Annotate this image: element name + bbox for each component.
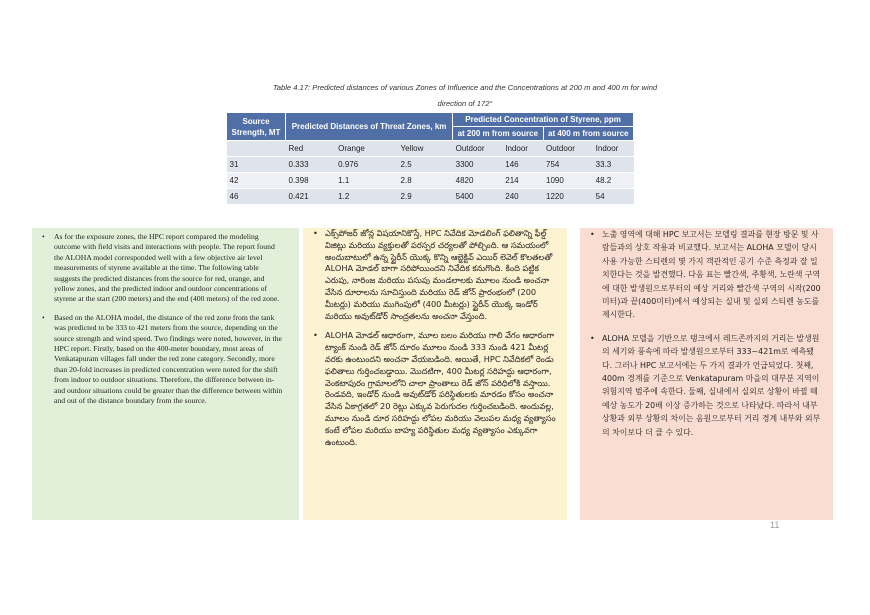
- list-item: [590, 228, 823, 322]
- korean-paragraph-1: 노출 영역에 대해 HPC 보고서는 모델링 결과를 현장 방문 및 사람들과의 상호 작용과 비교했다. 보고서는 ALOHA 모델이 당시 사용 가능한 스티렌의 몇 가지 객관적인 공기 수준 측정과 잘 일치한다는 것을 발견했다. 다음 표는 빨간색, 주황색, 노란색 구역에 대한 발생원으로부터의 예상 거리와 빨간색 구역의 시작(200미터)과 끝(400미터)에서 예상되는 실내 및 실외 스티렌 농도를 제시한다.: [602, 230, 821, 320]
- bullet-icon: •: [313, 330, 318, 341]
- table-cell: 754: [543, 157, 593, 173]
- subheader-cell: Outdoor: [543, 141, 593, 157]
- subheader-row: [227, 141, 634, 157]
- header-at-400m: at 400 m from source: [543, 127, 633, 141]
- table-cell: 240: [502, 189, 543, 205]
- caption-line-2: direction of 172°: [437, 99, 493, 108]
- table-cell: 214: [502, 173, 543, 189]
- subheader-cell: Orange: [335, 141, 397, 157]
- table-row: [227, 189, 634, 205]
- list-item: [313, 228, 559, 322]
- caption-line-1: Table 4.17: Predicted distances of various Zones of Influence and the Concentrations at 200 m and 400 m for wind: [272, 83, 658, 92]
- table-row: [227, 173, 634, 189]
- bullet-icon: •: [42, 312, 45, 322]
- subheader-cell: Indoor: [593, 141, 634, 157]
- table-cell: 5400: [453, 189, 503, 205]
- header-threat-zones: Predicted Distances of Threat Zones, km: [286, 113, 453, 141]
- english-bullet-list: [40, 232, 285, 407]
- subheader-cell: Outdoor: [453, 141, 503, 157]
- table-cell: 1220: [543, 189, 593, 205]
- table-cell: 42: [227, 173, 286, 189]
- korean-text-panel: [580, 228, 833, 520]
- subheader-cell: [227, 141, 286, 157]
- list-item: [42, 232, 285, 305]
- bullet-icon: •: [590, 230, 595, 239]
- table-cell: 33.3: [593, 157, 634, 173]
- table-cell: 1.1: [335, 173, 397, 189]
- table-cell: 1.2: [335, 189, 397, 205]
- table-cell: 4820: [453, 173, 503, 189]
- table-cell: 2.5: [398, 157, 453, 173]
- header-at-200m: at 200 m from source: [453, 127, 543, 141]
- subheader-cell: Red: [286, 141, 336, 157]
- bullet-icon: •: [42, 232, 45, 241]
- korean-paragraph-2: ALOHA 모델을 기반으로 탱크에서 레드존까지의 거리는 발생원의 세기와 풍속에 따라 발생원으로부터 333~421m로 예측됐다. 그러나 HPC 보고서에는 두 가지 결과가 언급되었다. 첫째, 400m 경계를 기준으로 Venkatapuram 마을의 대부분 지역이 위험지역 범주에 속한다. 둘째, 실내에서 실외로 상황이 바뀔 때 예상 농도가 20배 이상 증가하는 것으로 나타났다. 따라서 내부 상황과 외부 상황의 차이는 음원으로부터 거리 경계 내부와 외부의 차이보다 더 클 수 있다.: [602, 333, 821, 437]
- table-cell: 2.9: [398, 189, 453, 205]
- table-cell: 0.976: [335, 157, 397, 173]
- telugu-text-panel: [303, 228, 567, 520]
- header-styrene-concentration: Predicted Concentration of Styrene, ppm: [453, 113, 634, 127]
- table-cell: 0.333: [286, 157, 336, 173]
- bullet-icon: •: [590, 333, 595, 343]
- table-cell: 1090: [543, 173, 593, 189]
- page-number: 11: [770, 520, 780, 530]
- table-caption: [215, 80, 715, 112]
- table-cell: 146: [502, 157, 543, 173]
- subheader-cell: Yellow: [398, 141, 453, 157]
- table-cell: 31: [227, 157, 286, 173]
- table-cell: 48.2: [593, 173, 634, 189]
- table-cell: 0.421: [286, 189, 336, 205]
- korean-bullet-list: [588, 228, 823, 439]
- list-item: [42, 312, 285, 407]
- table-cell: 0.398: [286, 173, 336, 189]
- telugu-paragraph-2: ALOHA మోడల్ ఆధారంగా, మూల బలం మరియు గాలి వేగం ఆధారంగా ట్యాంక్ నుండి రెడ్ జోన్ దూరం మూలం నుండి 333 నుండి 421 మీటర్ల వరకు ఉంటుందని అంచనా వేయబడింది. అయితే, HPC నివేదికలో రెండు ఫలితాలు గుర్తించబడ్డాయి. మొదటిగా, 400 మీటర్ల సరిహద్దు ఆధారంగా, వెంకటాపురం గ్రామాలలోని చాలా ప్రాంతాలు రెడ్ జోన్ పరిధిలోకి వస్తాయి. రెండవది, ఇండోర్ నుండి అవుట్‌డోర్ పరిస్థితులకు మారడం కోసం అంచనా వేసిన ఏకాగ్రతలో 20 రెట్లు ఎక్కువ పెరుగుదల గుర్తించబడింది. అందువల్ల, మూలం నుండి దూర సరిహద్దు లోపల మరియు వెలుపల మధ్య వ్యత్యాసం కంటే లోపల మరియు బాహ్య పరిస్థితుల మధ్య వ్యత్యాసం ఎక్కువగా ఉంటుంది.: [325, 330, 556, 447]
- telugu-bullet-list: [311, 228, 559, 448]
- list-item: [590, 332, 823, 439]
- table-cell: 46: [227, 189, 286, 205]
- bullet-icon: •: [313, 228, 318, 238]
- table-cell: 54: [593, 189, 634, 205]
- table-cell: 3300: [453, 157, 503, 173]
- table-row: [227, 157, 634, 173]
- subheader-cell: Indoor: [502, 141, 543, 157]
- english-text-panel: [32, 228, 299, 520]
- header-source-strength: Source Strength, MT: [227, 113, 286, 141]
- english-paragraph-1: As for the exposure zones, the HPC report compared the modeling outcome with field visits and interactions with people. The report found the ALOHA model corresponded well with a few objective air level measurements of styrene available at the time. The following table suggests the predicted distances from the source for red, orange, and yellow zones, and the predicted indoor and outdoor concentrations of styrene at the start (200 meters) and the end (400 meters) of the red zone.: [54, 232, 280, 304]
- telugu-paragraph-1: ఎక్స్‌పోజర్ జోన్ల విషయానికొస్తే, HPC నివేదిక మోడలింగ్ ఫలితాన్ని ఫీల్డ్ విజిట్లు మరియు వ్యక్తులతో పరస్పర చర్యలతో పోల్చింది. ఆ సమయంలో అందుబాటులో ఉన్న స్టైరీన్ యొక్క కొన్ని ఆబ్జెక్టివ్ ఎయిర్ లెవెల్ కొలతలతో ALOHA మోడల్ బాగా సరిపోయిందని నివేదిక కనుగొంది. కింది పట్టిక ఎరుపు, నారింజ మరియు పసుపు మండలాలకు మూలం నుండి అంచనా వేసిన దూరాలను సూచిస్తుంది మరియు రెడ్ జోన్ ప్రారంభంలో (200 మీటర్లు) మరియు ముగింపులో (400 మీటర్లు) స్టైరీన్ యొక్క ఇండోర్ మరియు అవుట్‌డోర్ సాంద్రతలను అంచనా వేస్తుంది.: [325, 228, 553, 321]
- english-paragraph-2: Based on the ALOHA model, the distance of the red zone from the tank was predicted to be 333 to 421 meters from the source, depending on the source strength and wind speed. Two findings were noted, however, in the HPC report. Firstly, based on the 400-meter boundary, most areas of Venkatapuram villages fall under the red zone category. Secondly, more than 20-fold increases in predicted concentration were noted for the shift from indoor to outdoor situations. Therefore, the difference between in- and outdoor situations could be greater than the difference between within and out of the distance boundary from the source.: [54, 312, 283, 406]
- table-cell: 2.8: [398, 173, 453, 189]
- list-item: [313, 330, 559, 448]
- threat-zone-table: [226, 112, 634, 205]
